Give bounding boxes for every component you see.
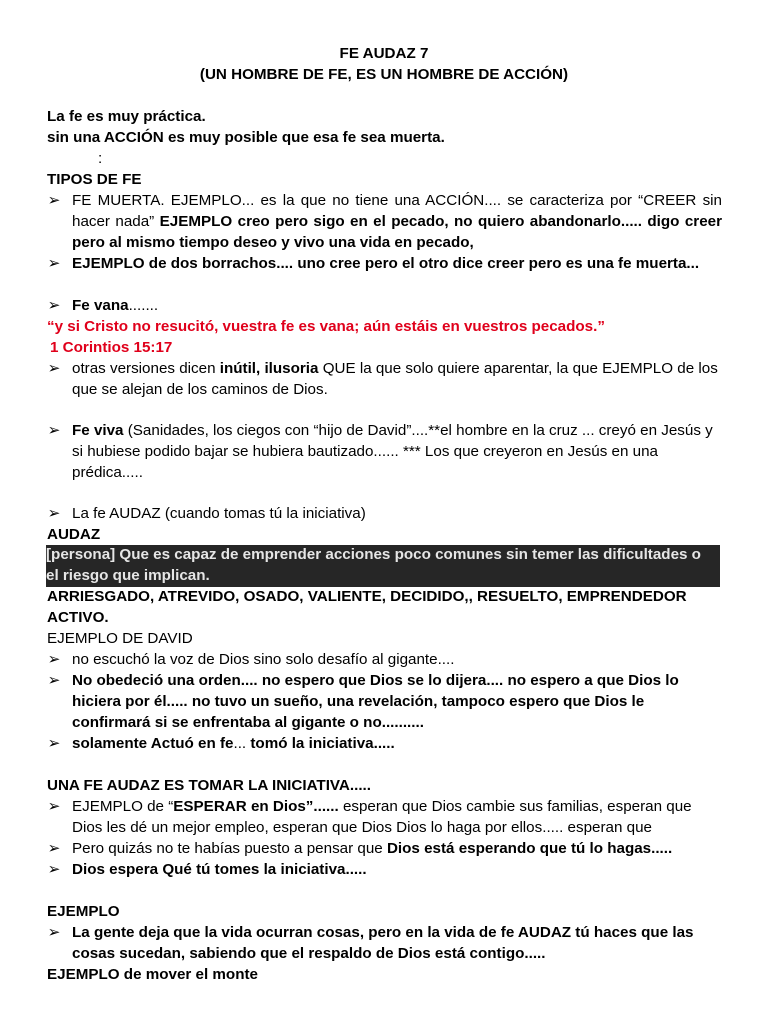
intro-line-1: La fe es muy práctica. [47,108,206,125]
synonyms-line-2: ACTIVO. [47,609,109,626]
bullet-no-obedecio: No obedeció una orden.... no espero que Dios se lo dijera.... no espero a que Dios lo hiciera por él..... no tuvo un sueño, una revelación, tampoco espero que Dios le confirmará si se enfrentaba al gigante o no.......... [72,672,679,731]
bullet-esperar-en-dios: EJEMPLO de “ESPERAR en Dios”...... esperan que Dios cambie sus familias, esperan que Dios les dé un mejor empleo, esperan que Dios Dios lo haga por ellos..... esperan que [72,798,692,836]
bullet-fe-muerta: FE MUERTA. EJEMPLO... es la que no tiene una ACCIÓN.... se caracteriza por “CREER sin hacer nada” EJEMPLO creo pero sigo en el pecado, no quiero abandonarlo..... digo creer pero al mismo tiempo deseo y vivo una vida en pecado, [72,192,723,251]
tipos-heading: TIPOS DE FE [47,171,142,188]
stray-colon: : [98,150,103,167]
bullet-solamente-actuo: solamente Actuó en fe... tomó la iniciativa..... [72,735,395,752]
mover-monte-line: EJEMPLO de mover el monte [47,966,258,983]
document-title: FE AUDAZ 7 [339,45,429,62]
bullet-borrachos: EJEMPLO de dos borrachos.... uno cree pero el otro dice creer pero es una fe muerta... [72,255,700,272]
arrow-bullet-icon: ➢ [47,861,61,878]
bible-verse-reference: 1 Corintios 15:17 [50,339,173,356]
bullet-otras-versiones: otras versiones dicen inútil, ilusoria QUE la que solo quiere aparentar, la que EJEMPLO de los que se alejan de los caminos de Dios. [72,360,718,398]
bullet-pero-quizas: Pero quizás no te habías puesto a pensar que Dios está esperando que tú lo hagas..... [72,840,673,857]
arrow-bullet-icon: ➢ [47,255,61,272]
ejemplo-heading: EJEMPLO [47,903,120,920]
arrow-bullet-icon: ➢ [47,192,61,209]
arrow-bullet-icon: ➢ [47,297,61,314]
arrow-bullet-icon: ➢ [47,798,61,815]
bullet-dios-espera: Dios espera Qué tú tomes la iniciativa..... [72,861,367,878]
arrow-bullet-icon: ➢ [47,651,61,668]
bullet-fe-audaz: La fe AUDAZ (cuando tomas tú la iniciativa) [72,505,366,522]
highlighted-definition: [persona] Que es capaz de emprender acciones poco comunes sin temer las dificultades o el riesgo que implican. [46,545,720,587]
bullet-fe-viva: Fe viva (Sanidades, los ciegos con “hijo de David”....**el hombre en la cruz ... creyó en Jesús y si hubiese podido bajar se hubiera bautizado...... *** Los que creyeron en Jesús en una prédica..... [72,422,713,481]
arrow-bullet-icon: ➢ [47,422,61,439]
arrow-bullet-icon: ➢ [47,505,61,522]
david-heading: EJEMPLO DE DAVID [47,630,193,647]
arrow-bullet-icon: ➢ [47,840,61,857]
bible-verse: “y si Cristo no resucitó, vuestra fe es vana; aún estáis en vuestros pecados.” [47,318,605,335]
bullet-la-gente: La gente deja que la vida ocurran cosas, pero en la vida de fe AUDAZ tú haces que las cosas sucedan, sabiendo que el respaldo de Dios está contigo..... [72,924,694,962]
una-fe-heading: UNA FE AUDAZ ES TOMAR LA INICIATIVA..... [47,777,371,794]
bullet-no-escucho: no escuchó la voz de Dios sino solo desafío al gigante.... [72,651,455,668]
arrow-bullet-icon: ➢ [47,924,61,941]
arrow-bullet-icon: ➢ [47,360,61,377]
intro-line-2: sin una ACCIÓN es muy posible que esa fe sea muerta. [47,129,445,146]
audaz-heading: AUDAZ [47,526,101,543]
bullet-fe-vana: Fe vana....... [72,297,159,314]
document-subtitle: (UN HOMBRE DE FE, ES UN HOMBRE DE ACCIÓN) [199,66,569,83]
arrow-bullet-icon: ➢ [47,672,61,689]
synonyms-line-1: ARRIESGADO, ATREVIDO, OSADO, VALIENTE, DECIDIDO,, RESUELTO, EMPRENDEDOR [47,588,687,605]
arrow-bullet-icon: ➢ [47,735,61,752]
